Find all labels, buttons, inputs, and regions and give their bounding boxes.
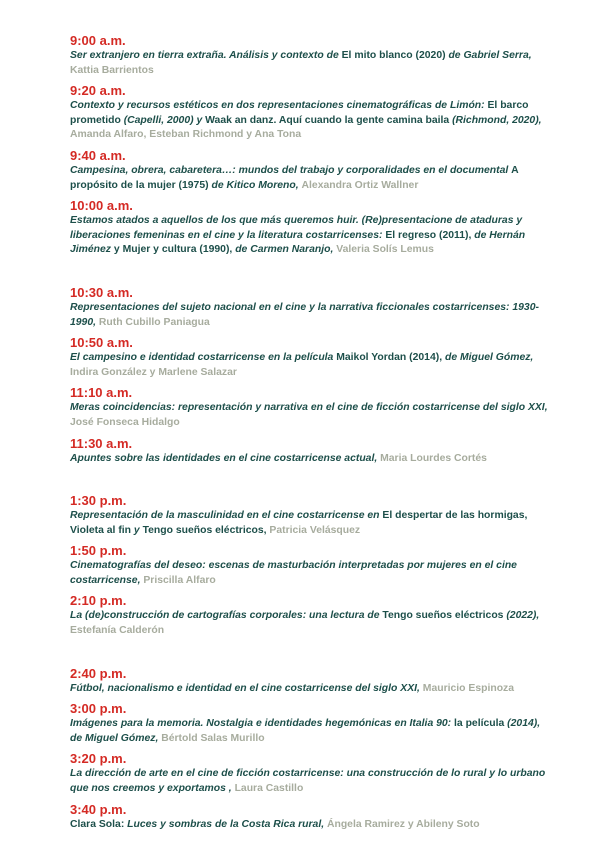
session-time: 9:00 a.m.: [70, 33, 126, 48]
film-title-text: Tengo sueños eléctricos,: [142, 524, 270, 536]
film-title-text: El regreso (2011),: [385, 229, 475, 241]
talk-title-text: de Hernán Jiménez: [70, 229, 526, 256]
session-time: 11:30 a.m.: [70, 435, 133, 451]
session-time: 9:40 a.m.: [70, 147, 126, 163]
speaker-names: Patricia Velásquez: [269, 524, 361, 536]
program-schedule: [70, 33, 550, 859]
speaker-names: Priscilla Alfaro: [143, 574, 216, 586]
talk-title-text: de Carmen Naranjo,: [235, 244, 337, 256]
talk-title-text: El campesino e identidad costarricense en la película: [70, 352, 337, 364]
speaker-names: Kattia Barrientos: [70, 64, 154, 76]
talk-title-text: y: [133, 524, 143, 536]
session-time: 11:10 a.m.: [70, 385, 133, 401]
session-description: [70, 682, 550, 697]
schedule-section: [70, 666, 550, 833]
film-title-text: Maikol Yordan (2014),: [336, 352, 445, 364]
speaker-names: Amanda Alfaro, Esteban Richmond y Ana Tona: [70, 129, 302, 141]
schedule-entry: [70, 436, 550, 467]
talk-title-text: Meras coincidencias: representación y narrativa en el cine de ficción costarricense del siglo XXI,: [70, 402, 548, 414]
speaker-names: Ruth Cubillo Paniagua: [98, 316, 210, 328]
session-description: [70, 164, 550, 193]
schedule-entry: [70, 335, 550, 380]
film-title-text: Clara Sola:: [70, 818, 128, 830]
talk-title-text: (Capelli, 2000) y: [123, 114, 206, 126]
schedule-entry: [70, 285, 550, 330]
speaker-names: Mauricio Espinoza: [422, 682, 515, 694]
session-description: [70, 559, 550, 588]
schedule-entry: [70, 751, 550, 796]
session-time: 2:40 p.m.: [70, 665, 127, 681]
session-time: 3:00 p.m.: [70, 701, 127, 717]
session-description: [70, 351, 550, 380]
speaker-names: Estefanía Calderón: [70, 625, 165, 637]
speaker-names: Alexandra Ortiz Wallner: [301, 179, 419, 191]
session-description: [70, 609, 550, 638]
session-time: 10:00 a.m.: [70, 198, 133, 214]
session-time: 10:50 a.m.: [70, 335, 133, 351]
talk-title-text: de Miguel Gómez,: [444, 352, 534, 364]
schedule-entry: [70, 198, 550, 258]
session-description: [70, 452, 550, 467]
talk-title-text: Apuntes sobre las identidades en el cine costarricense actual,: [70, 452, 381, 464]
talk-title-text: Imágenes para la memoria. Nostalgia e identidades hegemónicas en Italia 90:: [70, 718, 455, 730]
talk-title-text: (2022),: [506, 610, 540, 622]
session-description: [70, 214, 550, 258]
schedule-entry: [70, 701, 550, 746]
schedule-entry: [70, 666, 550, 697]
session-time: 3:40 p.m.: [70, 801, 127, 817]
film-title-text: El barco prometido: [70, 100, 529, 126]
session-description: [70, 767, 550, 796]
talk-title-text: Luces y sombras de la Costa Rica rural,: [127, 818, 327, 830]
schedule-entry: [70, 593, 550, 638]
session-time: 10:30 a.m.: [70, 284, 133, 300]
film-title-text: El mito blanco (2020): [341, 50, 449, 61]
talk-title-text: Ser extranjero en tierra extraña. Análisis y contexto de: [70, 50, 342, 61]
speaker-names: José Fonseca Hidalgo: [70, 416, 180, 428]
session-description: [70, 301, 550, 330]
speaker-names: Laura Castillo: [234, 783, 304, 795]
talk-title-text: Estamos atados a aquellos de los que más queremos huir. (Re)presentacione de ataduras y liberaciones femeninas en el cine y la literatura costarricenses:: [70, 215, 523, 241]
session-time: 2:10 p.m.: [70, 593, 127, 609]
talk-title-text: La (de)construcción de cartografías corporales: una lectura de: [70, 610, 383, 622]
talk-title-text: de Gabriel Serra,: [448, 50, 532, 61]
talk-title-text: (2014), de Miguel Gómez,: [70, 718, 541, 744]
schedule-section: [70, 493, 550, 639]
talk-title-text: Representaciones del sujeto nacional en el cine y la narrativa ficcionales costarricenses: 1930-1990,: [70, 301, 539, 328]
schedule-entry: [70, 83, 550, 143]
schedule-entry: [70, 493, 550, 538]
talk-title-text: de Kitico Moreno,: [211, 179, 302, 191]
talk-title-text: La dirección de arte en el cine de ficción costarricense: una construcción de lo rural y lo urbano que nos creemos y exportamos ,: [70, 768, 546, 795]
schedule-entry: [70, 33, 550, 78]
film-title-text: Tengo sueños eléctricos: [382, 610, 507, 622]
film-title-text: A propósito de la mujer (1975): [70, 164, 519, 191]
speaker-names: Maria Lourdes Cortés: [380, 452, 487, 464]
speaker-names: Ángela Ramirez y Abileny Soto: [326, 818, 480, 830]
schedule-section: [70, 33, 550, 258]
speaker-names: Valeria Solís Lemus: [336, 244, 434, 256]
session-description: [70, 509, 550, 538]
session-time: 1:30 p.m.: [70, 493, 127, 509]
session-description: [70, 49, 550, 78]
talk-title-text: (Richmond, 2020),: [452, 114, 542, 126]
speaker-names: Indira González y Marlene Salazar: [70, 366, 237, 378]
session-time: 9:20 a.m.: [70, 83, 126, 99]
schedule-entry: [70, 543, 550, 588]
talk-title-text: Fútbol, nacionalismo e identidad en el cine costarricense del siglo XXI,: [70, 682, 423, 694]
talk-title-text: Contexto y recursos estéticos en dos representaciones cinematográficas de Limón:: [70, 100, 488, 112]
film-title-text: Waak an danz. Aquí cuando la gente camina baila: [205, 114, 453, 126]
speaker-names: Bértold Salas Murillo: [161, 732, 265, 744]
session-time: 3:20 p.m.: [70, 751, 127, 767]
schedule-entry: [70, 148, 550, 193]
session-description: [70, 818, 550, 833]
talk-title-text: Campesina, obrera, cabaretera…: mundos del trabajo y corporalidades en el documental: [70, 164, 512, 176]
schedule-section: [70, 285, 550, 466]
talk-title-text: Cinematografías del deseo: escenas de masturbación interpretadas por mujeres en el cine costarricense,: [70, 560, 517, 586]
film-title-text: y Mujer y cultura (1990),: [113, 244, 236, 256]
session-description: [70, 717, 550, 746]
film-title-text: la película: [454, 718, 508, 730]
schedule-entry: [70, 802, 550, 833]
session-time: 1:50 p.m.: [70, 543, 127, 559]
schedule-entry: [70, 385, 550, 430]
film-title-text: El despertar de las hormigas, Violeta al fin: [70, 510, 528, 536]
session-description: [70, 99, 550, 143]
talk-title-text: Representación de la masculinidad en el cine costarricense en: [70, 510, 383, 522]
session-description: [70, 401, 550, 430]
